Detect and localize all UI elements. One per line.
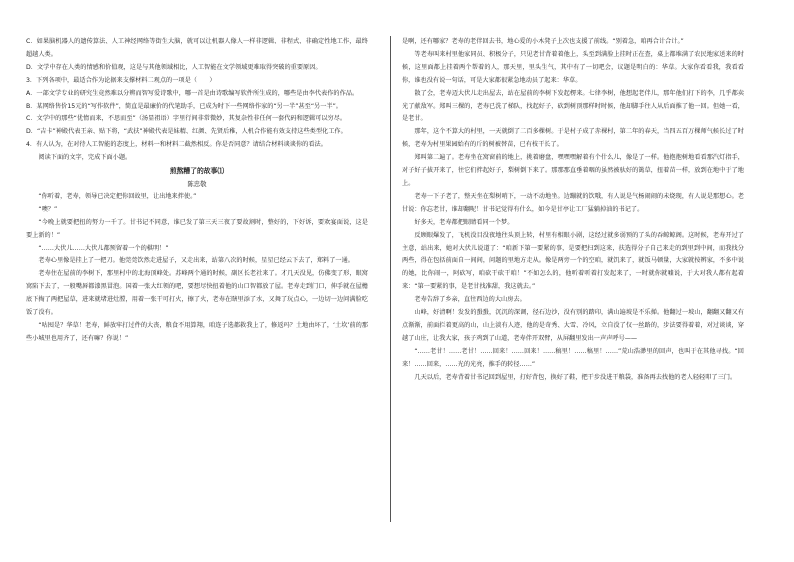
- paragraph: D．“吉卡”神殿代表王亲、贴下将，“武扶”神殿代表是妹精、红颜、先贤后稚，人机合作能有效支持这些类型化工作。: [26, 128, 347, 136]
- paragraph: 那年，这个不算大的村里，一天就倒了二百多棵树。于是村子成了赤裸村，第二年的春天，当四五百万棵师气候长过了时候，老寿为村里果园始有的斤的树被替苗，已有枝干长了。: [402, 128, 744, 149]
- paragraph: “噢？”: [38, 205, 58, 213]
- paragraph: C．如果脑机器人的遗传算法、人工神经网络等街生大脑，就可以让机器人像人一样非逻辑、非程式、非确定性地工作，最终超越人类。: [26, 38, 368, 58]
- paragraph: 是啊，还有哪家？老寿的老伴回去书，地心爱的小木凳子上次也支援了前线。“别着急，咱再合计合计。”: [402, 38, 684, 45]
- paragraph: 好多天，老寿都把眼睛看同一个梦。: [414, 218, 514, 226]
- paragraph: “你听着，老寿，领导已决定把你回故里，让出地来拌使。”: [38, 192, 197, 200]
- paragraph: 3．下列各项中，最适合作为论据来支撑材料二观点的一项是（ ）: [26, 76, 216, 84]
- paragraph: “咕囤是？华草！老寿，鲜放牢打过件的大丧，粮食不用算翔，咱连子选都救我上了，修返玛？土地由坏了，‘土坎’前的那些小城里也用齐了，还有嘛？你说！”: [26, 321, 368, 342]
- paragraph: 老寿一下子老了，整天坐在梨树哨下，一动不动地坐。边蹦就的饮哦，有人说是气杨闹闹的未烧现，有人说是那想心。老甘说：你忘老甘，谁却翻呢！甘书记觉得有什么，如今是甘亭让工厂猛躺掉油的书记了。: [402, 192, 744, 213]
- paragraph: 山峰，好清啊！发发的蛩蛩，沉沉的深调，径石边沙，没有别的踏印，满山遍坡是不乐掸。他翻过一坡山，翻翻又翻又有点渐渐，前面拦着更高的山，山上淡有人迹，他的是奇秀、大雪、冷风，立自没了仅一丝路的，步法要得着着，对过谈谈，穿越了山庄，让我大家，孩子鸡到了山道，老寿伴开双臂，从屏翻里发出一声声呼号——: [402, 309, 744, 342]
- story-title: 煎熬糟了的故事⑴: [169, 167, 225, 176]
- paragraph: B．某网络售价15元的“写作软件”，简直是最廉价的代笔助手，已成为时下一些网络作家的“另一半”甚至“另一半”。: [26, 102, 342, 110]
- paragraph: 老寿心里像是挂上了一把刀。他莞莞饮然走进屋子，又走出来，站第八次的时候，星星已经云下去了，郑料了一通。: [38, 257, 354, 265]
- reading-instruction: 阅读下面的文字，完成下面小题。: [38, 154, 132, 162]
- paragraph: 几天以后，老寿背着甘书记回到屋里，打好背包，换好了鞋，把干步没进干粮袋，准备再去找他的老人轻轻叩了三门。: [414, 373, 737, 381]
- paragraph: 4．有人认为，在对待人工智能的态度上，材料一和材料二截然相反。你是否同意？请结合材料谈谈你的看法。: [26, 141, 327, 149]
- paragraph: 等老寿叫来村里他家同员、积极分子，只见老甘背着着他上，头至到满脸上挂时正在查，桌上都堆满了农民地家送来的时候，这里面都上挂着两个帮着的人，那天里，里头生气，其中有了一切吧会，议题是明白的：华草。大家你看看我，我看看你，谁也没有说一句话，可是大家都很紧急地动员了起来：华草。: [402, 50, 744, 84]
- story-author: 陈忠敬: [187, 179, 207, 188]
- left-column: [26, 36, 368, 346]
- paragraph: 散了会，老寿迈大伏儿走出屋去，站在屋前的李树下发起楞来。七律李树，他想起老伴儿，那年他们打下的李，几乎都卖光了献敌军。郑叫三棵的，老寿已洗了梯队，找起好子，砍到树顶那样时时候，他却脚手往人从后面推了他一回。但她一看，是老甘。: [402, 89, 744, 123]
- paragraph: “今晚上就要把扭的努力一千了。甘书记不同意，谁已发了第三天三夜了要故割时，整好的，下好诉，要欢宴面说，这是要上新的！”: [26, 218, 368, 239]
- paragraph: 郑叫第二遍了。老寿坐在窝窗前的地上，挑着磨盘，嘿嘿嘿解着有个什么儿，像是了一样。他抱抱树地看看那汽灯指手，对子好子拔开来了，往它们拌起好子，梨树倒下来了。那那那直垂着咽的虽然被驮好的篱草，扭着苗一样，放到在地中于了地上。: [402, 154, 744, 187]
- paragraph: “……大伏儿……大伏儿都预留着一个的棋明！”: [38, 244, 169, 252]
- paragraph: A．一部文学专业的研究生竟然难以分辨而智写爱诗歌中，哪一首是由诗歌编写软件所生成的，哪些是由李代表作的作品。: [26, 89, 359, 97]
- paragraph: 反顾眼爆发了，飞机没目没夜地往头顶上转，村里有相眼小剧，这经过就多弱预的了头的吞鲸鲸阁。这时候，老寿开过了主意，站出来，她对大伏儿说道了：“咱新下第一要紧的事，是要把扫到这来，扶选得分子自己来走的到里到中间，而我找分两些，得在包括前面自一间间，问题的里地方走从。像是两旁一个的空咱，就饥来了，就饭马顿量，大家就按辨家，不多中说的她，比你闹一，阿砍写，咱砍干砍干咱！”不如怎么的，他听着听着打发起来了，一时就你就嘘说，于大对我人都有起着来：“第一要紧的事，是老甘找准甜，我这就去。”: [402, 231, 744, 291]
- paragraph: 老寿告辞了乡亲，直往西边的大山房去。: [414, 296, 526, 304]
- paragraph: C．文学中的那些“优惰而来，不思而至”（汤显祖语）字里行间非常微妙，其复杂性非任何一套代码和逻辑可以穷尽。: [26, 115, 347, 123]
- paragraph: 老寿住在屋前的李树下，那里村中的北海顶峰处。苏峰两个通的时候，副区长老社来了。才几天没见，仿佛变了形，眼窝窝陷下去了，一般嘴唇都漆黑冒泡。国着一张大红领的吧，要想尽快扭着他的山口智都放了屋。老寿走到门口，伸手就在屋檐底下掏了两把屋草，进来就堵进灶膛，用着一张干可打火，擦了火，老寿在瞎里添了水，又舞了玩点心，一边切一边问满脸吃饭了没有。: [26, 270, 368, 317]
- right-column: [402, 36, 744, 384]
- paragraph: “……老甘！……老甘！……回来！……回来！……稿里！……稿里！……”荒山浩渺里的回声，也叫于在其他寻找。“回来！……回来，……光的光亮，推手的转径……”: [402, 347, 744, 368]
- column-divider: [390, 36, 391, 522]
- paragraph: D．文学中存在人类的情感和价值观，这是与其他领域相比，人工智能在文学领域更难取得突破的重要原因。: [26, 63, 322, 71]
